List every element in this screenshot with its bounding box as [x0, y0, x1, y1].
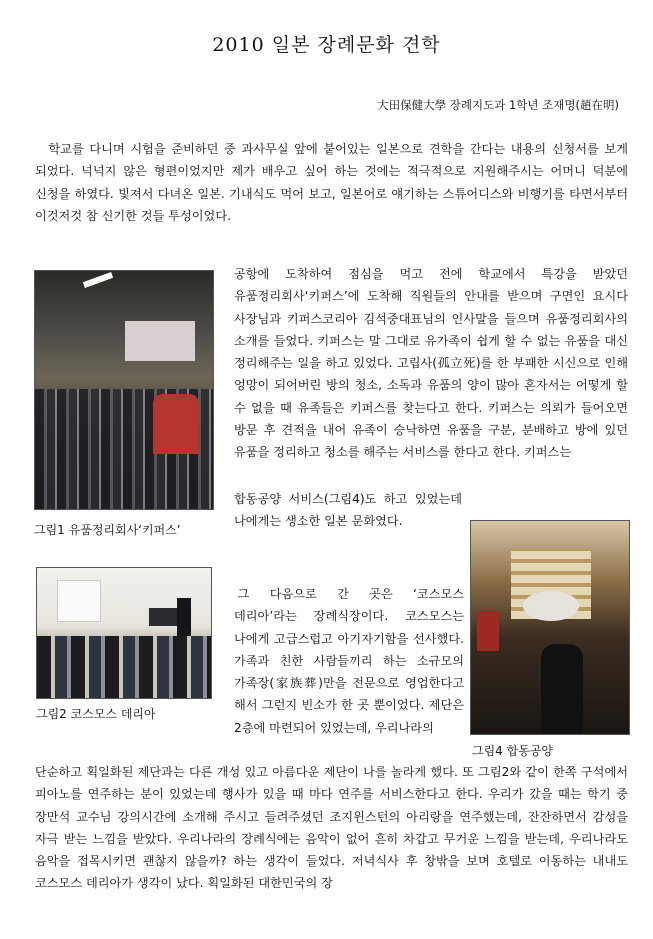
intro-paragraph: 학교를 다니며 시험을 준비하던 중 과사무실 앞에 붙어있는 일본으로 견학을 간다는 내용의 신청서를 보게 되었다. 넉넉지 않은 형편이었지만 제가 배우고 싶어 하는 것에는 적극적으로 지원해주시는 어머니 덕분에 신청을 하였다. 빛져서 다녀온 일본. 기내식도 먹어 보고, 일본어로 얘기하는 스튜어디스와 비행기를 타면서부터 이것저것 참 신기한 것들 투성이었다. — [35, 142, 628, 223]
kifus-paragraph: 공항에 도착하여 점심을 먹고 전에 학교에서 특강을 받았던 유품정리회사‘키퍼스’에 도착해 직원들의 안내를 받으며 구면인 요시다 사장님과 키퍼스코리아 김석중대표님의 인사말을 들으며 유품정리회사의 소개를 들었다. 키퍼스는 말 그대로 유가족이 쉽게 할 수 없는 유품을 대신 정리해주는 일을 하고 있었다. 고립사(孤立死)를 한 부패한 시신으로 인해 엉망이 되어버린 방의 청소, 소독과 유품의 양이 많아 혼자서는 어떻게 할 수 없을 때 유족들은 키퍼스를 찾는다고 한다. 키퍼스는 의뢰가 들어오면 방문 후 견적을 내어 유족이 승낙하면 유품을 구분, 분배하고 방에 있던 유품을 정리하고 청소를 해주는 서비스를 한다고 한다. 키퍼스는 — [234, 267, 628, 460]
kifus-paragraph-cont: 합동공양 서비스(그림4)도 하고 있었는데 나에게는 생소한 일본 문화였다. — [234, 492, 462, 529]
cosmos-paragraph-cont: 단순하고 획일화된 제단과는 다른 개성 있고 아름다운 제단이 나를 놀라게 했다. 또 그림2와 같이 한쪽 구석에서 피아노를 연주하는 분이 있었는데 행사가 있을 때 마다 연주를 서비스한다고 한다. 우리가 갔을 때는 학기 중 장만석 교수님 강의시간에 소개해 주시고 들려주셨던 조지윈스턴의 아리랑을 연주했는데, 잔잔하면서 감성을 자극 받는 느낌을 받았다. 우리나라의 장례식에는 음악이 없어 흔히 차갑고 무거운 느낌을 받는데, 우리나라도 음악을 접목시키면 괜찮지 않을까? 하는 생각이 들었다. 저녁식사 후 창밖을 보며 호텔로 이동하는 내내도 코스모스 데리아가 생각이 났다. 획일화된 대한민국의 장 — [35, 765, 628, 891]
photo-joint-memorial — [470, 520, 630, 735]
figure2-caption: 그림2 코스모스 데리아 — [36, 707, 156, 721]
author-line: 大田保健大學 장례지도과 1학년 조재명(趙在明) — [377, 98, 619, 112]
photo-cosmos-deria — [36, 567, 212, 699]
figure4-caption: 그림4 합동공양 — [472, 744, 554, 758]
figure1-caption: 그림1 유품정리회사‘키퍼스’ — [34, 523, 181, 537]
document-title: 2010 일본 장례문화 견학 — [212, 34, 441, 56]
cosmos-paragraph: 그 다음으로 간 곳은 ‘코스모스 데리아’라는 장례식장이다. 코스모스는 나에게 고급스럽고 아기자기함을 선사했다. 가족과 친한 사람들끼리 하는 소규모의 가족장(家族葬)만을 전문으로 영업한다고 해서 그런지 빈소가 한 곳 뿐이었다. 제단은 2층에 마련되어 있었는데, 우리나라의 — [234, 587, 464, 735]
photo-kifus-seminar — [34, 270, 214, 510]
